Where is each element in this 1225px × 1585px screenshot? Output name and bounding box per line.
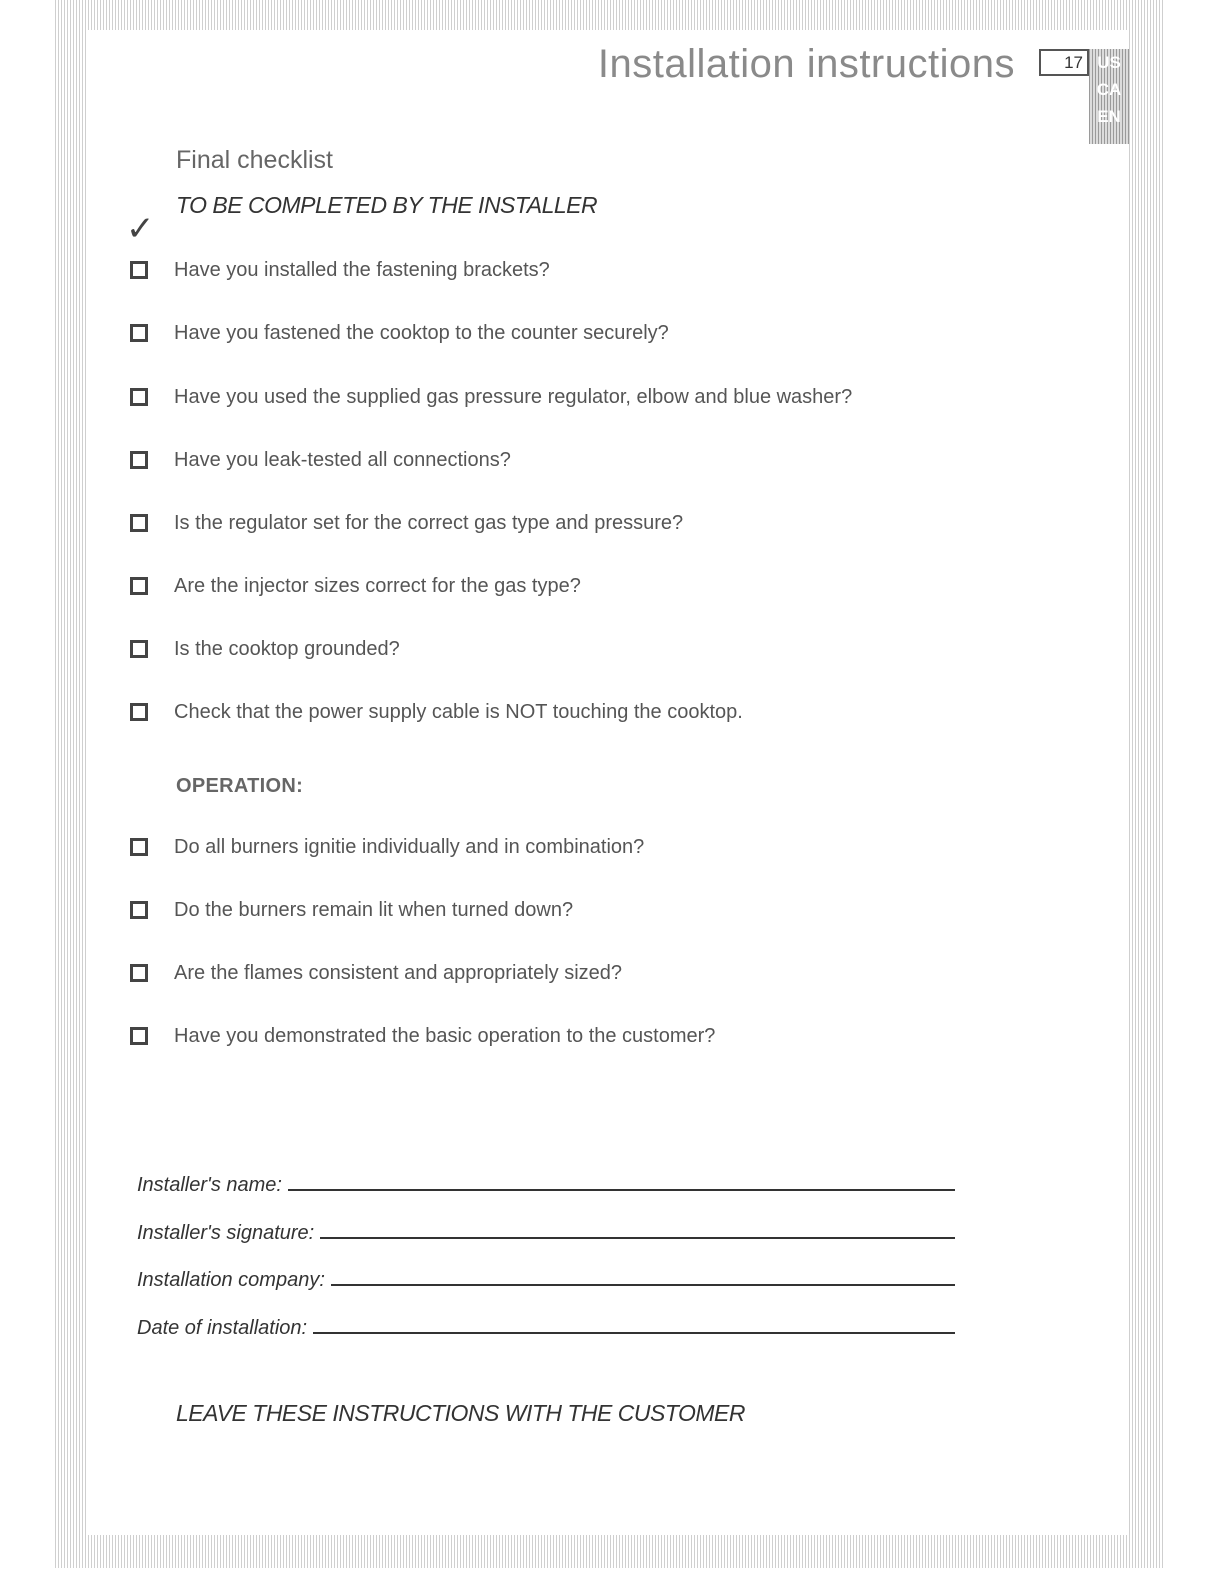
operation-item-label: Are the flames consistent and appropriately sized?: [174, 961, 623, 984]
checkbox[interactable]: [130, 838, 148, 856]
checklist-item-label: Check that the power supply cable is NOT touching the cooktop.: [174, 700, 743, 723]
checkbox[interactable]: [130, 388, 148, 406]
checklist-item-label: Have you fastened the cooktop to the counter securely?: [174, 321, 669, 344]
checklist-item[interactable]: [130, 318, 669, 348]
field-label: Date of installation:: [137, 1317, 308, 1339]
checkbox[interactable]: [130, 577, 148, 595]
checkbox[interactable]: [130, 640, 148, 658]
checklist-item[interactable]: [130, 634, 400, 664]
checklist-item[interactable]: [130, 255, 550, 285]
checkbox[interactable]: [130, 324, 148, 342]
checkbox[interactable]: [130, 514, 148, 532]
checklist-item[interactable]: [130, 508, 683, 538]
operation-title: OPERATION:: [176, 775, 304, 797]
language-tab-ca[interactable]: CA: [1096, 80, 1122, 99]
language-tab-us[interactable]: US: [1097, 53, 1121, 72]
page-number: 17: [1039, 49, 1089, 76]
checklist-item-label: Have you leak-tested all connections?: [174, 448, 511, 471]
field-line[interactable]: [320, 1237, 955, 1239]
checkmark-icon: ✓: [126, 210, 155, 248]
language-tab-en[interactable]: EN: [1097, 107, 1121, 126]
language-tabs: [1089, 49, 1129, 144]
operation-item-label: Do all burners ignitie individually and in combination?: [174, 835, 645, 858]
operation-item[interactable]: [130, 895, 573, 925]
checklist-item[interactable]: [130, 382, 852, 412]
operation-item[interactable]: [130, 958, 622, 988]
field-label: Installer's signature:: [137, 1222, 315, 1244]
installer-signature-field[interactable]: [137, 1215, 955, 1245]
operation-item[interactable]: [130, 832, 644, 862]
footer-note: LEAVE THESE INSTRUCTIONS WITH THE CUSTOMER: [176, 1400, 745, 1426]
operation-item-label: Do the burners remain lit when turned down?: [174, 898, 574, 921]
checklist-item-label: Have you installed the fastening brackets?: [174, 258, 550, 281]
field-label: Installation company:: [137, 1269, 325, 1291]
checkbox[interactable]: [130, 1027, 148, 1045]
checklist-item-label: Is the regulator set for the correct gas type and pressure?: [174, 511, 684, 534]
checklist-item[interactable]: [130, 445, 511, 475]
installation-date-field[interactable]: [137, 1310, 955, 1340]
checkbox[interactable]: [130, 261, 148, 279]
checklist-item-label: Have you used the supplied gas pressure regulator, elbow and blue washer?: [174, 385, 853, 408]
checklist-item[interactable]: [130, 697, 743, 727]
installation-company-field[interactable]: [137, 1262, 955, 1292]
page-title: Installation instructions: [597, 42, 1015, 86]
checklist-subtitle: TO BE COMPLETED BY THE INSTALLER: [176, 192, 598, 218]
operation-item[interactable]: [130, 1021, 715, 1051]
field-label: Installer's name:: [137, 1174, 282, 1196]
checkbox[interactable]: [130, 451, 148, 469]
field-line[interactable]: [288, 1189, 955, 1191]
checklist-title: Final checklist: [176, 146, 333, 174]
checklist-item-label: Are the injector sizes correct for the gas type?: [174, 574, 581, 597]
checkbox[interactable]: [130, 964, 148, 982]
checklist-item-label: Is the cooktop grounded?: [174, 637, 400, 660]
checklist-item[interactable]: [130, 571, 581, 601]
operation-item-label: Have you demonstrated the basic operation to the customer?: [174, 1024, 716, 1047]
checkbox[interactable]: [130, 703, 148, 721]
field-line[interactable]: [331, 1284, 955, 1286]
checkbox[interactable]: [130, 901, 148, 919]
field-line[interactable]: [313, 1332, 955, 1334]
installer-name-field[interactable]: [137, 1167, 955, 1197]
